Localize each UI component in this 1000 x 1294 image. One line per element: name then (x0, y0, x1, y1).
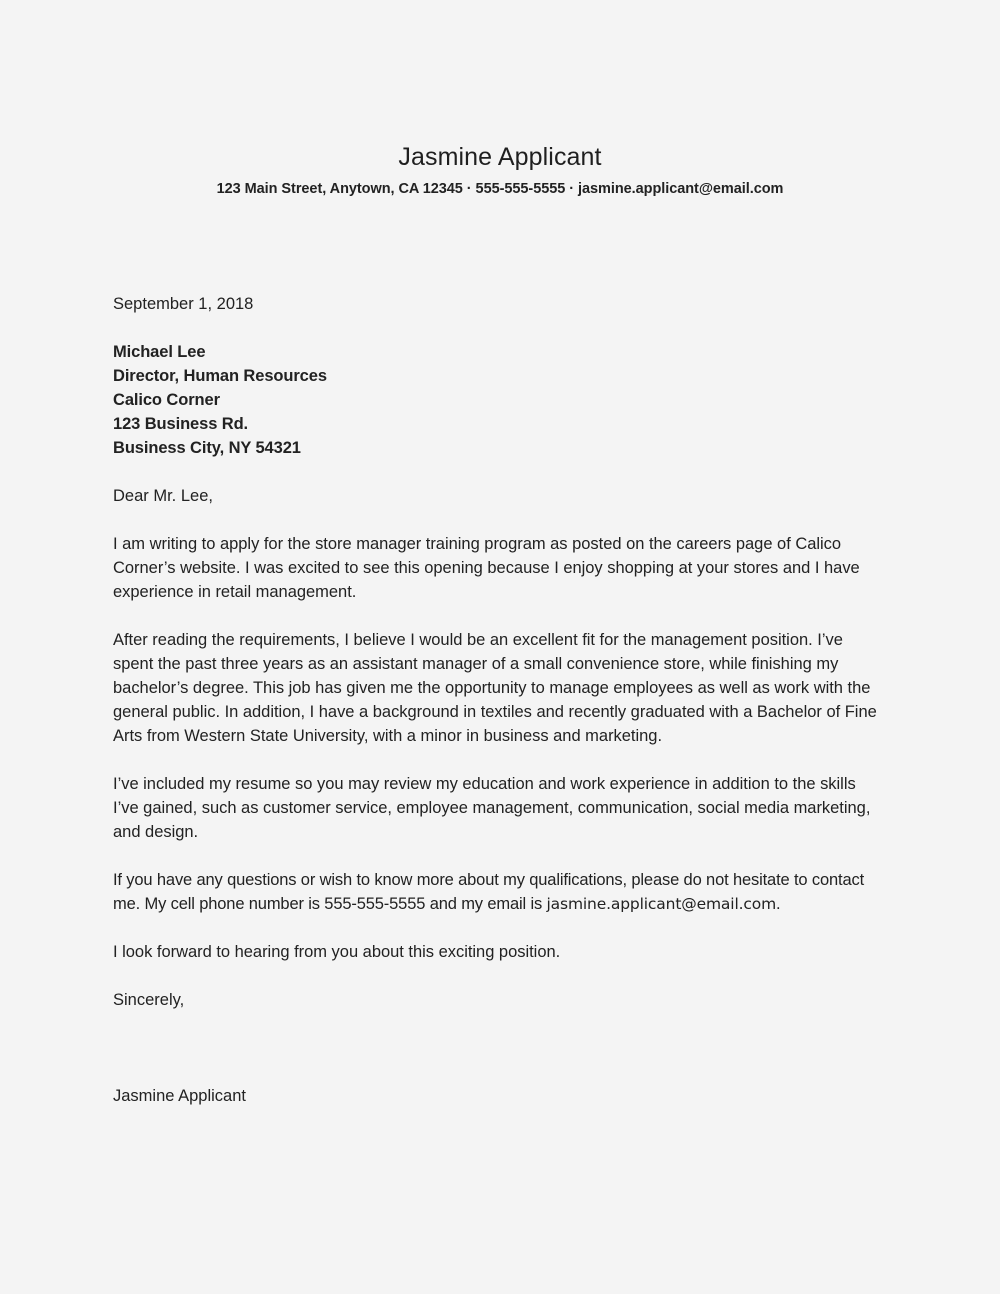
letter-body (113, 292, 883, 1108)
paragraph-closing-statement: I look forward to hearing from you about this exciting position. (113, 943, 561, 961)
recipient-city-state-zip: Business City, NY 54321 (113, 439, 301, 457)
recipient-title: Director, Human Resources (113, 367, 327, 385)
paragraph-intro: I am writing to apply for the store manager training program as posted on the careers page of Calico Corner’s website. I was excited to see this opening because I enjoy shopping at your stores and I have experience in retail management. (113, 535, 860, 601)
recipient-company: Calico Corner (113, 391, 220, 409)
recipient-address-block (113, 340, 883, 460)
contact-email-address: jasmine.applicant@email.com (546, 895, 777, 913)
contact-paragraph-lead: If you have any questions or wish to know more about my qualifications, please do not hesitate to contact me. My cell phone number is 555-555-5555 and my email is (113, 871, 865, 913)
contact-paragraph-trail: . (776, 895, 781, 913)
salutation: Dear Mr. Lee, (113, 487, 213, 505)
applicant-contact-line: 123 Main Street, Anytown, CA 12345 · 555-555-5555 · jasmine.applicant@email.com (216, 181, 784, 197)
recipient-name: Michael Lee (113, 343, 206, 361)
letterhead (0, 142, 1000, 199)
paragraph-qualifications: After reading the requirements, I believe I would be an excellent fit for the management position. I’ve spent the past three years as an assistant manager of a small convenience store, while finishing my bachelor’s degree. This job has given me the opportunity to manage employees as well as work with the general public. In addition, I have a background in textiles and recently graduated with a Bachelor of Fine Arts from Western State University, with a minor in business and marketing. (113, 631, 877, 745)
closing-salutation: Sincerely, (113, 991, 185, 1009)
paragraph-contact-info (113, 868, 883, 916)
recipient-street: 123 Business Rd. (113, 415, 249, 433)
paragraph-resume-skills: I’ve included my resume so you may review my education and work experience in addition to the skills I’ve gained, such as customer service, employee management, communication, social media marketing, and design. (113, 775, 871, 841)
letter-date: September 1, 2018 (113, 295, 254, 313)
signature-space (113, 1012, 883, 1084)
signature-name: Jasmine Applicant (113, 1087, 246, 1105)
applicant-name-heading: Jasmine Applicant (398, 143, 602, 171)
